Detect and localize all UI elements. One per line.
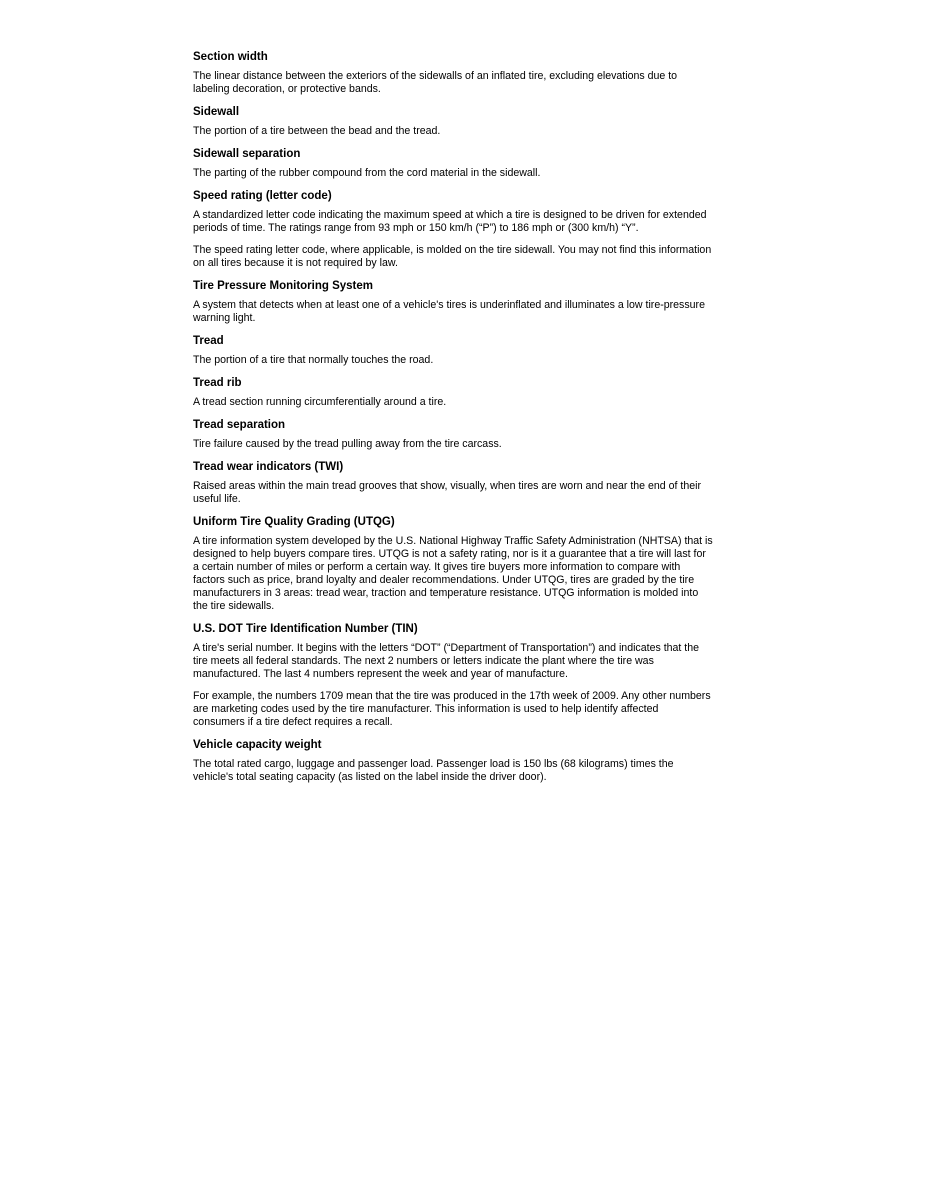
term-heading: Tread — [193, 335, 224, 347]
definition-text: The linear distance between the exteriors of the sidewalls of an inflated tire, excluding elevations due to labeling decoration, or protective bands. — [193, 70, 678, 95]
definition-text: Tire failure caused by the tread pulling away from the tire carcass. — [193, 438, 502, 450]
glossary-entry-tread — [193, 334, 713, 367]
definition-text: The portion of a tire that normally touches the road. — [193, 354, 434, 366]
glossary-entry-sidewall-separation — [193, 147, 713, 180]
definition-text: A tire information system developed by the U.S. National Highway Traffic Safety Administration (NHTSA) that is designed to help buyers compare tires. UTQG is not a safety rating, nor is it a guarantee that a tire will last for a certain number of miles or perform a certain way. It gives tire buyers more information to compare with factors such as price, brand loyalty and dealer recommendations. Under UTQG, tires are graded by the tire manufacturers in 3 areas: tread wear, traction and temperature resistance. UTQG information is molded into the tire sidewalls. — [193, 535, 713, 612]
term-heading: Section width — [193, 51, 268, 63]
glossary-entry-vehicle-capacity-weight — [193, 738, 713, 784]
definition-text: For example, the numbers 1709 mean that the tire was produced in the 17th week of 2009. Any other numbers are marketing codes used by the tire manufacturer. This information is used to help identify affected consumers if a tire defect requires a recall. — [193, 690, 711, 728]
definition-text: The total rated cargo, luggage and passenger load. Passenger load is 150 lbs (68 kilograms) times the vehicle's total seating capacity (as listed on the label inside the driver door). — [193, 758, 674, 783]
term-heading: U.S. DOT Tire Identification Number (TIN) — [193, 623, 418, 635]
glossary-entry-tin — [193, 622, 713, 729]
definition-text: The parting of the rubber compound from the cord material in the sidewall. — [193, 167, 541, 179]
term-heading: Uniform Tire Quality Grading (UTQG) — [193, 516, 395, 528]
definition-text: The portion of a tire between the bead and the tread. — [193, 125, 441, 137]
definition-text: Raised areas within the main tread grooves that show, visually, when tires are worn and near the end of their useful life. — [193, 480, 701, 505]
glossary-entry-section-width — [193, 50, 713, 96]
definition-text: A standardized letter code indicating the maximum speed at which a tire is designed to be driven for extended periods of time. The ratings range from 93 mph or 150 km/h (“P”) to 186 mph or (300 km/h) “Y”. — [193, 209, 707, 234]
definition-text: A tire's serial number. It begins with the letters “DOT” (“Department of Transportation”) and indicates that the tire meets all federal standards. The next 2 numbers or letters indicate the plant where the tire was manufactured. The last 4 numbers represent the week and year of manufacture. — [193, 642, 700, 680]
glossary-page — [193, 50, 713, 793]
glossary-entry-utqg — [193, 515, 713, 613]
glossary-entry-sidewall — [193, 105, 713, 138]
term-heading: Tread rib — [193, 377, 242, 389]
glossary-entry-tread-separation — [193, 418, 713, 451]
term-heading: Sidewall — [193, 106, 240, 118]
glossary-entry-tpms — [193, 279, 713, 325]
glossary-entry-speed-rating — [193, 189, 713, 270]
term-heading: Speed rating (letter code) — [193, 190, 332, 202]
definition-text: The speed rating letter code, where applicable, is molded on the tire sidewall. You may not find this information on all tires because it is not required by law. — [193, 244, 712, 269]
term-heading: Vehicle capacity weight — [193, 739, 322, 751]
definition-text: A system that detects when at least one of a vehicle's tires is underinflated and illuminates a low tire-pressure warning light. — [193, 299, 705, 324]
term-heading: Tread separation — [193, 419, 286, 431]
term-heading: Tire Pressure Monitoring System — [193, 280, 374, 292]
definition-text: A tread section running circumferentially around a tire. — [193, 396, 447, 408]
glossary-entry-tread-rib — [193, 376, 713, 409]
term-heading: Sidewall separation — [193, 148, 301, 160]
glossary-entry-twi — [193, 460, 713, 506]
term-heading: Tread wear indicators (TWI) — [193, 461, 344, 473]
